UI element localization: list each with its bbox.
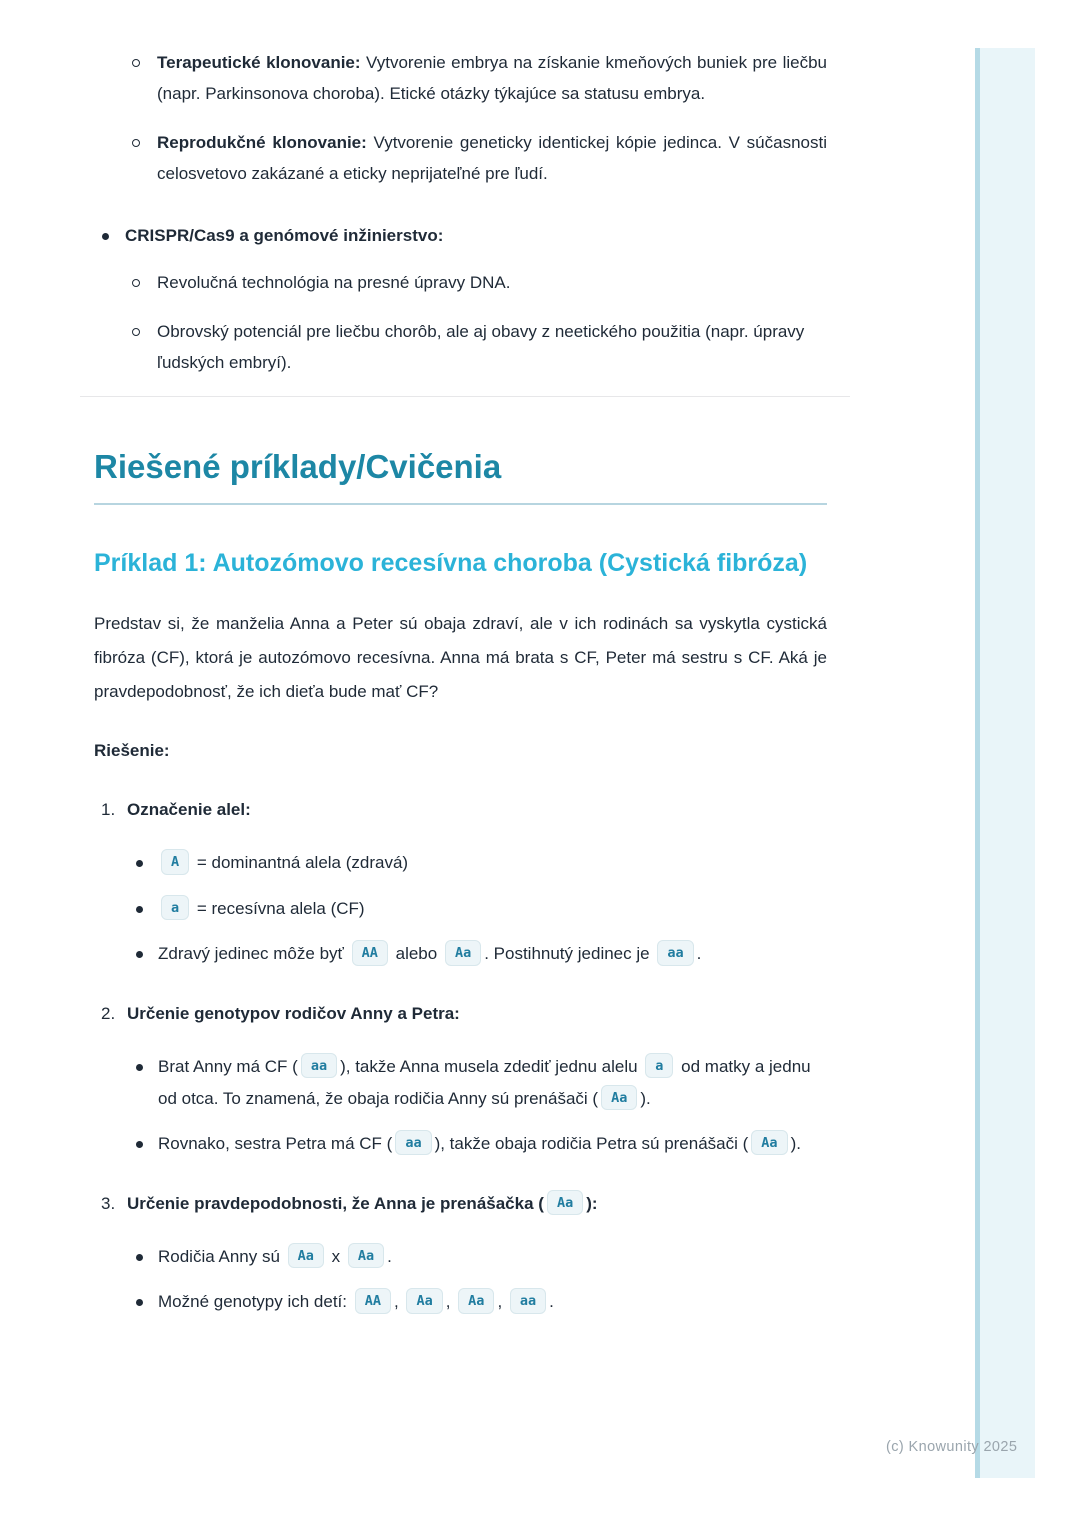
list-item <box>127 893 827 924</box>
bold-text: Určenie pravdepodobnosti, že Anna je prenášačka ( <box>127 1193 544 1213</box>
item-text: Terapeutické klonovanie: Vytvorenie embrya na získanie kmeňových buniek pre liečbu (napr. Parkinsonova choroba). Etické otázky týkajúce sa statusu embrya. <box>157 53 828 104</box>
step-title <box>127 1004 460 1023</box>
item-text: A = dominantná alela (zdravá) <box>158 853 408 872</box>
item-text <box>125 226 443 245</box>
scrollbar-track[interactable] <box>975 48 1035 1478</box>
list-item <box>94 127 827 190</box>
crispr-item <box>94 220 827 379</box>
bold-text: Označenie alel: <box>127 800 251 820</box>
allele-badge: Aa <box>445 940 481 965</box>
item-text: Obrovský potenciál pre liečbu chorôb, ale aj obavy z neetického použitia (napr. úpravy ľudských embryí). <box>157 321 805 373</box>
bold-text: Reprodukčné klonovanie: <box>157 132 367 152</box>
solution-label-text: Riešenie: <box>94 740 170 760</box>
step-1-bullets <box>127 847 827 969</box>
step-number: 3. <box>101 1193 116 1213</box>
list-item <box>127 1051 827 1114</box>
allele-badge: Aa <box>751 1130 787 1155</box>
item-text: Rovnako, sestra Petra má CF ( aa ), takže obaja rodičia Petra sú prenášači ( Aa ). <box>158 1134 801 1153</box>
allele-badge: aa <box>657 940 693 965</box>
item-text: Brat Anny má CF ( aa ), takže Anna musela zdediť jednu alelu a od matky a jednu od otca. To znamená, že obaja rodičia Anny sú prenášači ( Aa ). <box>158 1057 811 1107</box>
item-text: Revolučná technológia na presné úpravy DNA. <box>157 273 511 293</box>
allele-badge: Aa <box>458 1288 494 1313</box>
item-text: Reprodukčné klonovanie: Vytvorenie geneticky identickej kópie jedinca. V súčasnosti celosvetovo zakázané a eticky neprijateľné pre ľudí. <box>157 132 827 184</box>
step-2-bullets <box>127 1051 827 1159</box>
list-item <box>127 1241 827 1272</box>
allele-badge: AA <box>355 1288 391 1313</box>
list-item <box>127 847 827 878</box>
bold-text: ): <box>586 1193 598 1213</box>
step-number: 2. <box>101 1003 116 1023</box>
bold-text: CRISPR/Cas9 a genómové inžinierstvo: <box>125 225 444 245</box>
allele-badge: Aa <box>601 1085 637 1110</box>
item-text: Možné genotypy ich detí: AA , Aa , Aa , aa . <box>158 1292 554 1311</box>
bold-text: Určenie genotypov rodičov Anny a Petra: <box>127 1003 460 1023</box>
crispr-sublist <box>94 267 827 378</box>
step-number: 1. <box>101 800 116 820</box>
list-item <box>127 938 827 969</box>
example-title: Príklad 1: Autozómovo recesívna choroba (Cystická fibróza) <box>94 549 808 578</box>
list-item <box>94 47 827 110</box>
allele-badge: aa <box>395 1130 431 1155</box>
item-text: Zdravý jedinec môže byť AA alebo Aa . Postihnutý jedinec je aa . <box>158 944 701 963</box>
section-divider <box>80 396 850 397</box>
list-item <box>127 1128 827 1159</box>
list-item <box>127 1286 827 1317</box>
cloning-sublist <box>94 47 827 190</box>
step-title <box>127 1194 598 1213</box>
allele-badge: aa <box>301 1053 337 1078</box>
step-title <box>127 800 251 819</box>
solution-label <box>94 735 827 766</box>
page-title: Riešené príklady/Cvičenia <box>94 447 827 506</box>
allele-badge: Aa <box>406 1288 442 1313</box>
item-text: Rodičia Anny sú Aa x Aa . <box>158 1247 392 1266</box>
page-content <box>94 47 827 1332</box>
bold-text: Terapeutické klonovanie: <box>157 53 361 72</box>
allele-badge: a <box>161 895 189 920</box>
step-2 <box>94 998 827 1160</box>
step-1 <box>94 794 827 970</box>
allele-badge: a <box>645 1053 673 1078</box>
allele-badge: Aa <box>348 1243 384 1268</box>
step-3-bullets <box>127 1241 827 1318</box>
allele-badge: AA <box>352 940 388 965</box>
item-text: a = recesívna alela (CF) <box>158 899 365 918</box>
allele-badge: Aa <box>288 1243 324 1268</box>
problem-statement: Predstav si, že manželia Anna a Peter sú obaja zdraví, ale v ich rodinách sa vyskytla cystická fibróza (CF), ktorá je autozómovo recesívna. Anna má brata s CF, Peter má sestru s CF. Aká je pravdepodobnosť, že ich dieťa bude mať CF? <box>94 613 827 701</box>
step-3 <box>94 1188 827 1318</box>
allele-badge: A <box>161 849 189 874</box>
watermark: (c) Knowunity 2025 <box>886 1439 1018 1455</box>
list-item <box>94 316 827 379</box>
allele-badge: Aa <box>547 1190 583 1215</box>
list-item <box>94 267 827 298</box>
allele-badge: aa <box>510 1288 546 1313</box>
